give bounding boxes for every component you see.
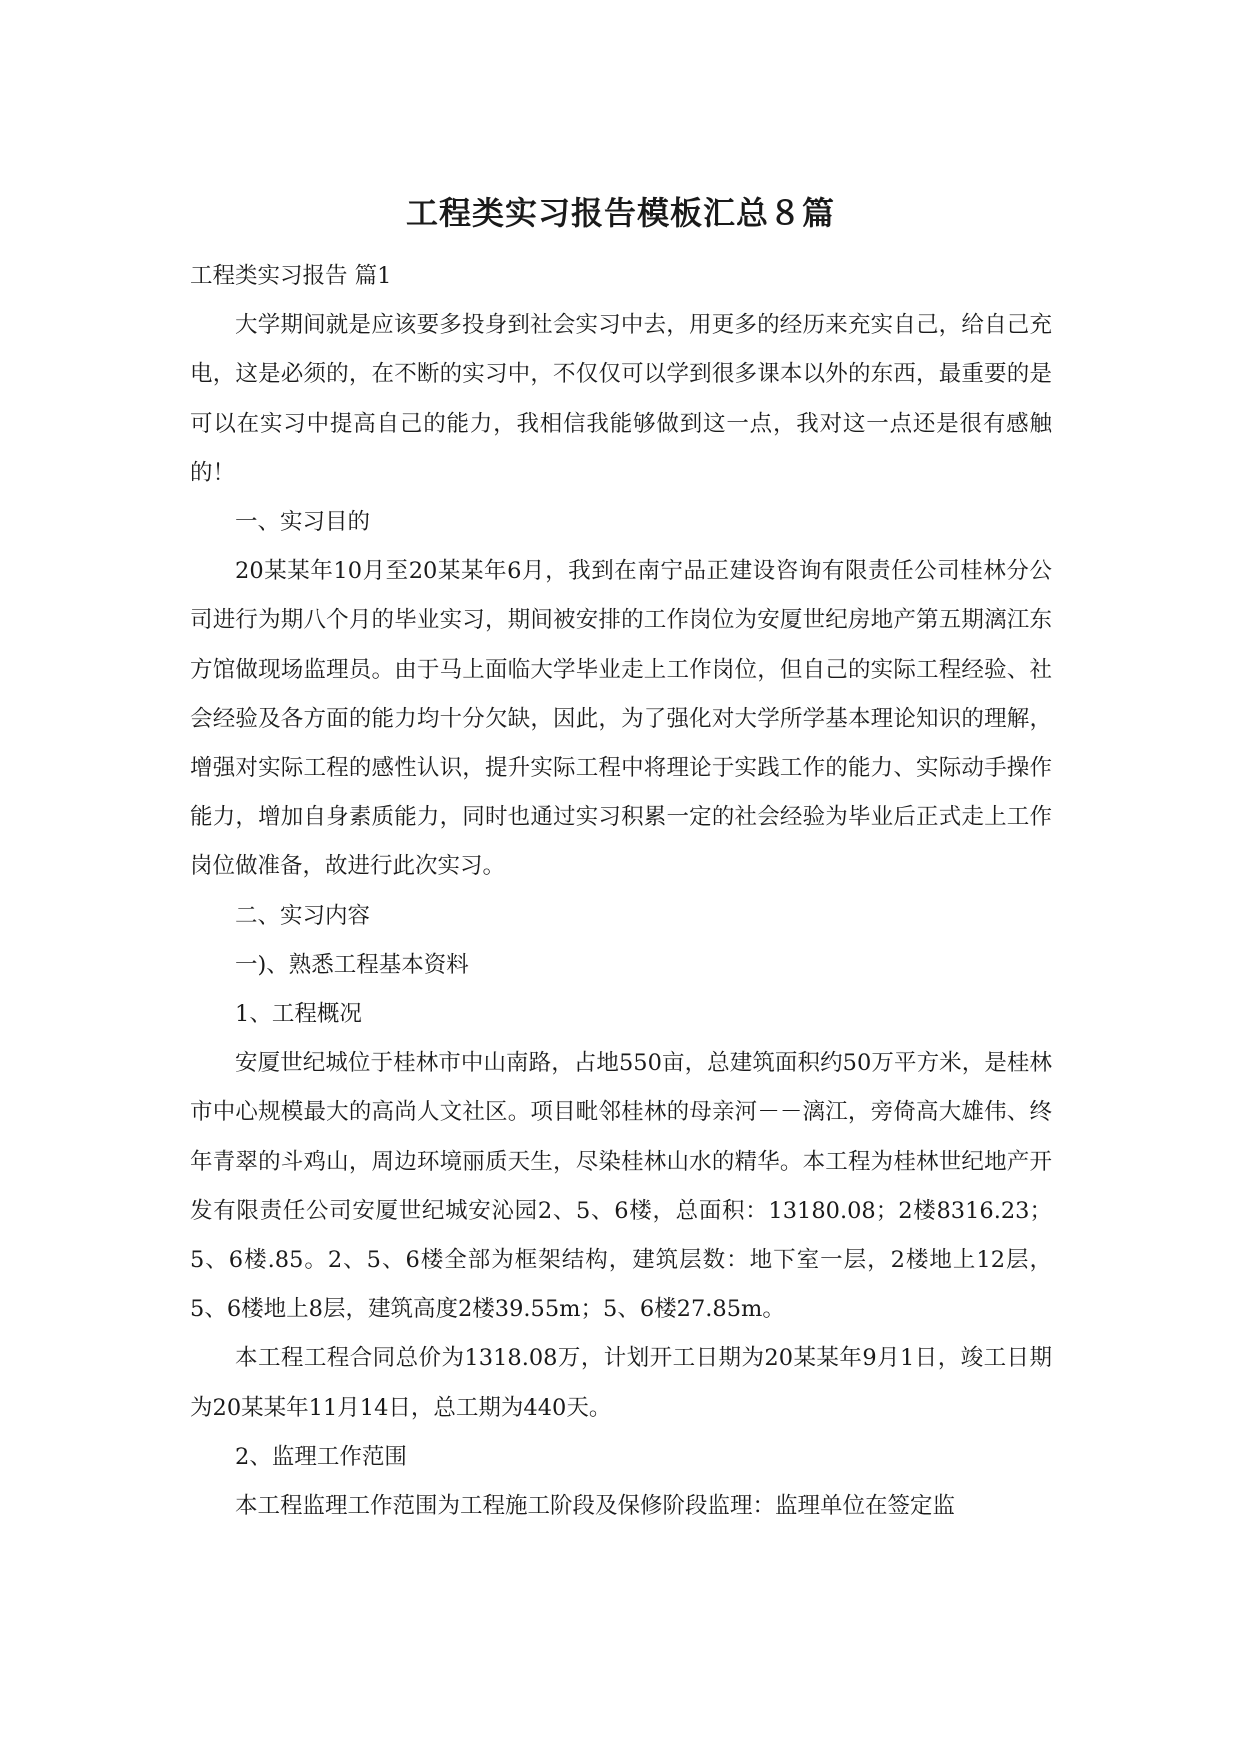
subheading-project-overview: 1、工程概况 (235, 1001, 362, 1028)
subheading-basic-info: 一)、熟悉工程基本资料 (235, 951, 469, 978)
subheading-supervision-scope: 2、监理工作范围 (235, 1443, 407, 1470)
paragraph-purpose: 20某某年10月至20某某年6月，我到在南宁品正建设咨询有限责任公司桂林分公司进行为期八个月的毕业实习，期间被安排的工作岗位为安厦世纪房地产第五期漓江东方馆做现场监理员。由于马上面临大学毕业走上工作岗位，但自己的实际工程经验、社会经验及各方面的能力均十分欠缺，因此，为了强化对大学所学基本理论知识的理解，增强对实际工程的感性认识，提升实际工程中将理论于实践工作的能力、实际动手操作能力，增加自身素质能力，同时也通过实习积累一定的社会经验为毕业后正式走上工作岗位做准备，故进行此次实习。 (190, 558, 1052, 880)
paragraph-intro: 大学期间就是应该要多投身到社会实习中去，用更多的经历来充实自己，给自己充电，这是必须的，在不断的实习中，不仅仅可以学到很多课本以外的东西，最重要的是可以在实习中提高自己的能力，我相信我能够做到这一点，我对这一点还是很有感触的！ (190, 312, 1052, 486)
document-body (190, 252, 1052, 1531)
heading-internship-purpose: 一、实习目的 (235, 509, 371, 536)
paragraph-contract: 本工程工程合同总价为1318.08万，计划开工日期为20某某年9月1日，竣工日期为20某某年11月14日，总工期为440天。 (190, 1345, 1052, 1421)
document-title: 工程类实习报告模板汇总８篇 (405, 194, 835, 232)
section-heading-report-1: 工程类实习报告 篇1 (190, 263, 392, 289)
paragraph-project-overview: 安厦世纪城位于桂林市中山南路，占地550亩，总建筑面积约50万平方米，是桂林市中心规模最大的高尚人文社区。项目毗邻桂林的母亲河－－漓江，旁倚高大雄伟、终年青翠的斗鸡山，周边环境丽质天生，尽染桂林山水的精华。本工程为桂林世纪地产开发有限责任公司安厦世纪城安沁园2、5、6楼，总面积：13180.08；2楼8316.23；5、6楼.85。2、5、6楼全部为框架结构，建筑层数：地下室一层，2楼地上12层，5、6楼地上8层，建筑高度2楼39.55m；5、6楼27.85m。 (190, 1050, 1052, 1323)
paragraph-supervision-scope: 本工程监理工作范围为工程施工阶段及保修阶段监理：监理单位在签定监 (235, 1493, 956, 1520)
heading-internship-content: 二、实习内容 (235, 902, 371, 929)
